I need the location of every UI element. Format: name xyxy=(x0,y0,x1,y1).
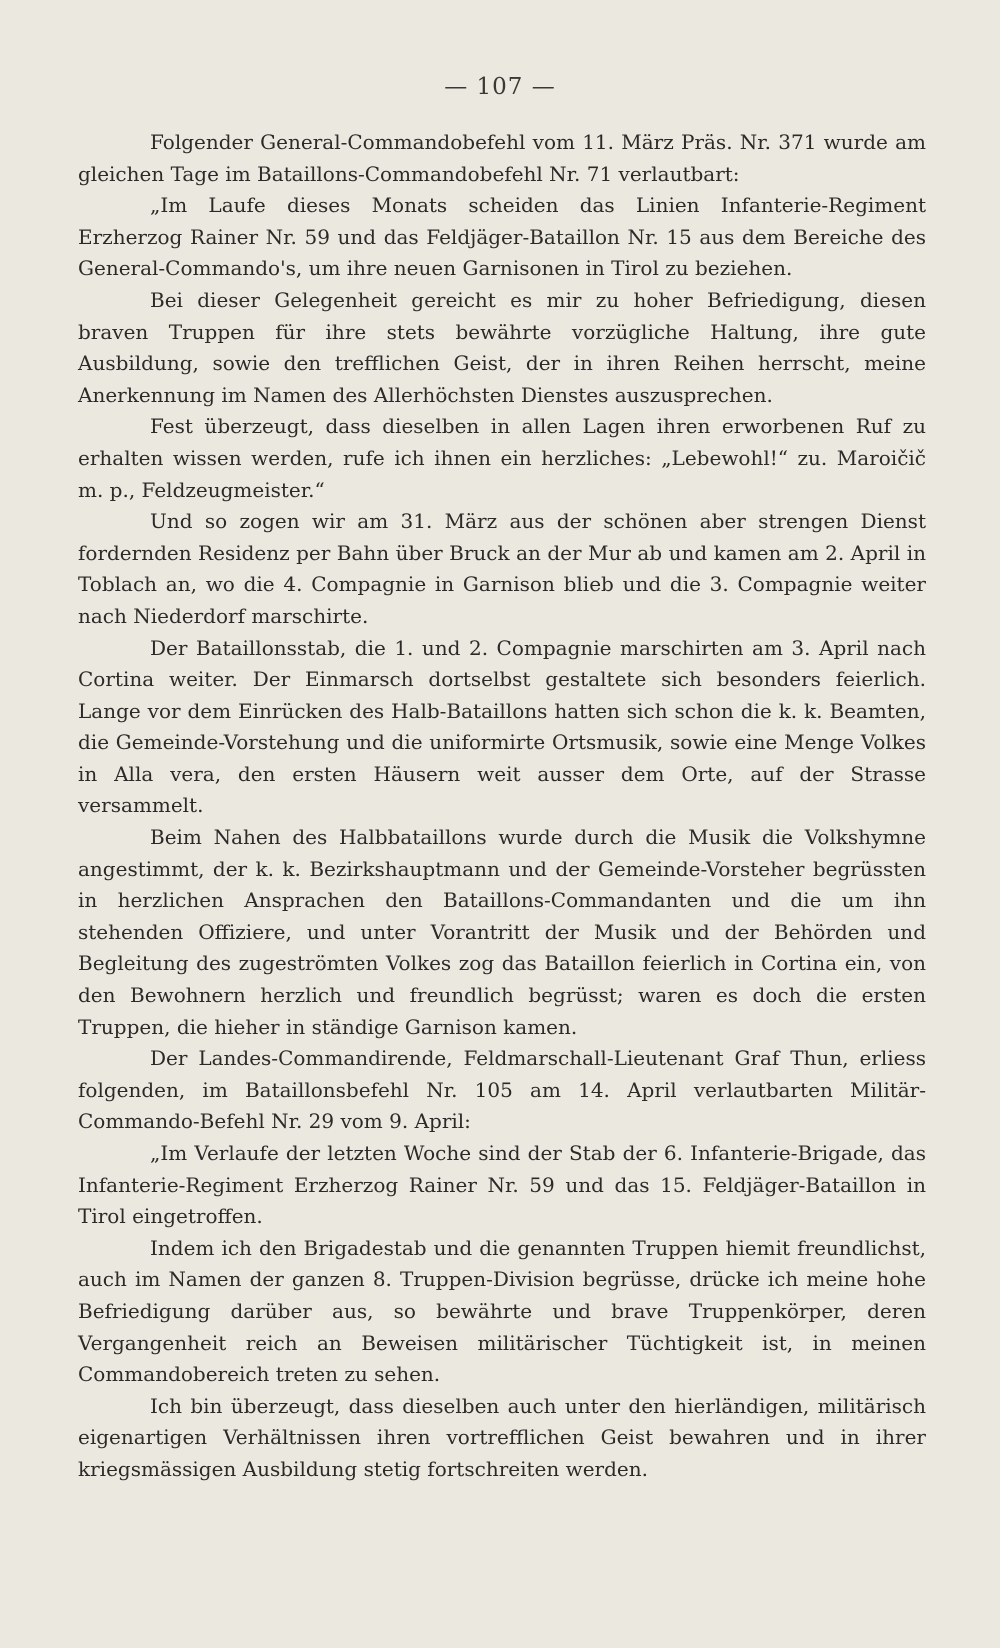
paragraph-5: Und so zogen wir am 31. März aus der schönen aber strengen Dienst fordernden Residenz per Bahn über Bruck an der Mur ab und kamen am 2. April in Toblach an, wo die 4. Compagnie in Garnison blieb und die 3. Compagnie weiter nach Niederdorf marschirte. xyxy=(78,509,926,628)
paragraph-9: „Im Verlaufe der letzten Woche sind der Stab der 6. Infanterie-Brigade, das Infanterie-Regiment Erzherzog Rainer Nr. 59 und das 15. Feldjäger-Bataillon in Tirol eingetroffen. xyxy=(78,1141,926,1229)
paragraph-8: Der Landes-Commandirende, Feldmarschall-Lieutenant Graf Thun, erliess folgenden, im Bataillonsbefehl Nr. 105 am 14. April verlautbarten Militär-Commando-Befehl Nr. 29 vom 9. April: xyxy=(78,1046,926,1134)
body-text xyxy=(78,127,926,1486)
paragraph-1: Folgender General-Commandobefehl vom 11. März Präs. Nr. 371 wurde am gleichen Tage im Bataillons-Commandobefehl Nr. 71 verlautbart: xyxy=(78,130,926,186)
paragraph-11: Ich bin überzeugt, dass dieselben auch unter den hierländigen, militärisch eigenartigen Verhältnissen ihren vortrefflichen Geist bewahren und in ihrer kriegsmässigen Ausbildung stetig fortschreiten werden. xyxy=(78,1393,926,1481)
paragraph-10: Indem ich den Brigadestab und die genannten Truppen hiemit freundlichst, auch im Namen der ganzen 8. Truppen-Division begrüsse, drücke ich meine hohe Befriedigung darüber aus, so bewährte und brave Truppenkörper, deren Vergangenheit reich an Beweisen militärischer Tüchtigkeit ist, in meinen Commandobereich treten zu sehen. xyxy=(78,1235,926,1387)
paragraph-6: Der Bataillonsstab, die 1. und 2. Compagnie marschirten am 3. April nach Cortina weiter. Der Einmarsch dortselbst gestaltete sich besonders feierlich. Lange vor dem Einrücken des Halb-Bataillons hatten sich schon die k. k. Beamten, die Gemeinde-Vorstehung und die uniformirte Ortsmusik, sowie eine Menge Volkes in Alla vera, den ersten Häusern weit ausser dem Orte, auf der Strasse versammelt. xyxy=(78,635,926,818)
paragraph-7: Beim Nahen des Halbbataillons wurde durch die Musik die Volkshymne angestimmt, der k. k. Bezirkshauptmann und der Gemeinde-Vorsteher begrüssten in herzlichen Ansprachen den Bataillons-Commandanten und die um ihn stehenden Offiziere, und unter Vorantritt der Musik und der Behörden und Begleitung des zugeströmten Volkes zog das Bataillon feierlich in Cortina ein, von den Bewohnern herzlich und freundlich begrüsst; waren es doch die ersten Truppen, die hieher in ständige Garnison kamen. xyxy=(78,825,926,1039)
page-number: — 107 — xyxy=(444,74,556,100)
paragraph-3: Bei dieser Gelegenheit gereicht es mir zu hoher Befriedigung, diesen braven Truppen für ihre stets bewährte vorzügliche Haltung, ihre gute Ausbildung, sowie den trefflichen Geist, der in ihren Reihen herrscht, meine Anerkennung im Namen des Allerhöchsten Dienstes auszusprechen. xyxy=(78,287,926,407)
paragraph-4: Fest überzeugt, dass dieselben in allen Lagen ihren erworbenen Ruf zu erhalten wissen werden, rufe ich ihnen ein herzliches: „Lebewohl!“ zu. Maroičič m. p., Feldzeugmeister.“ xyxy=(78,414,926,502)
paragraph-2: „Im Laufe dieses Monats scheiden das Linien Infanterie-Regiment Erzherzog Rainer Nr. 59 und das Feldjäger-Bataillon Nr. 15 aus dem Bereiche des General-Commando's, um ihre neuen Garnisonen in Tirol zu beziehen. xyxy=(78,193,926,281)
